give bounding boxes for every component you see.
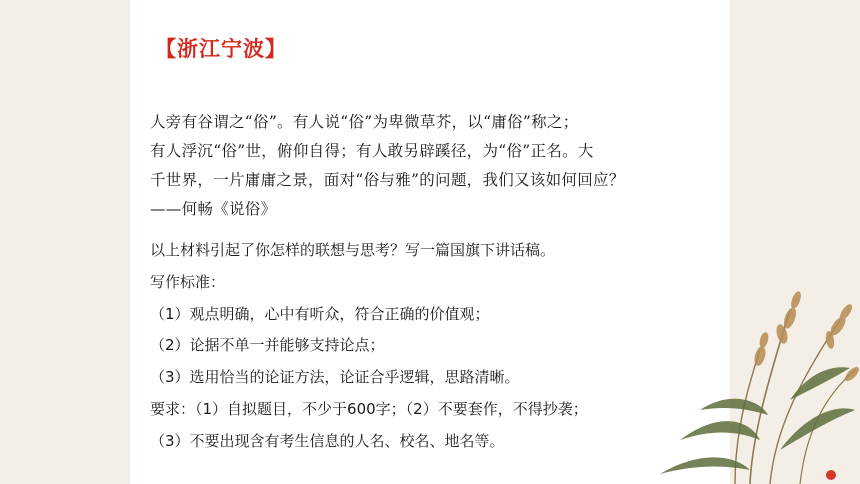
wheat-ear-icon xyxy=(640,290,860,484)
passage-line: 人旁有谷谓之“俗”。有人说“俗”为卑微草芥，以“庸俗”称之； xyxy=(150,113,579,131)
prompt-question: 以上材料引起了你怎样的联想与思考？写一篇国旗下讲话稿。 xyxy=(150,241,556,259)
requirements-line: 要求：（1）自拟题目，不少于600字；（2）不要套作，不得抄袭； xyxy=(150,399,588,418)
writing-prompt xyxy=(150,235,710,458)
requirements-line: （3）不要出现含有考生信息的人名、校名、地名等。 xyxy=(150,431,505,450)
criteria-title: 写作标准： xyxy=(150,272,226,291)
passage-line: 千世界，一片庸庸之景，面对“俗与雅”的问题，我们又该如何回应？ xyxy=(150,171,625,189)
criteria-item: （1）观点明确，心中有听众，符合正确的价值观； xyxy=(150,304,490,323)
criteria-item: （2）论据不单一并能够支持论点； xyxy=(150,336,385,355)
passage-line: 有人浮沉“俗”世，俯仰自得；有人敢另辟蹊径，为“俗”正名。大 xyxy=(150,142,594,160)
quoted-passage xyxy=(150,108,710,224)
region-heading: 【浙江宁波】 xyxy=(155,36,287,61)
passage-attribution: ——何畅《说俗》 xyxy=(150,200,277,218)
left-margin xyxy=(0,0,130,484)
red-seal-icon xyxy=(826,470,836,480)
criteria-item: （3）选用恰当的论证方法，论证合乎逻辑，思路清晰。 xyxy=(150,368,520,387)
